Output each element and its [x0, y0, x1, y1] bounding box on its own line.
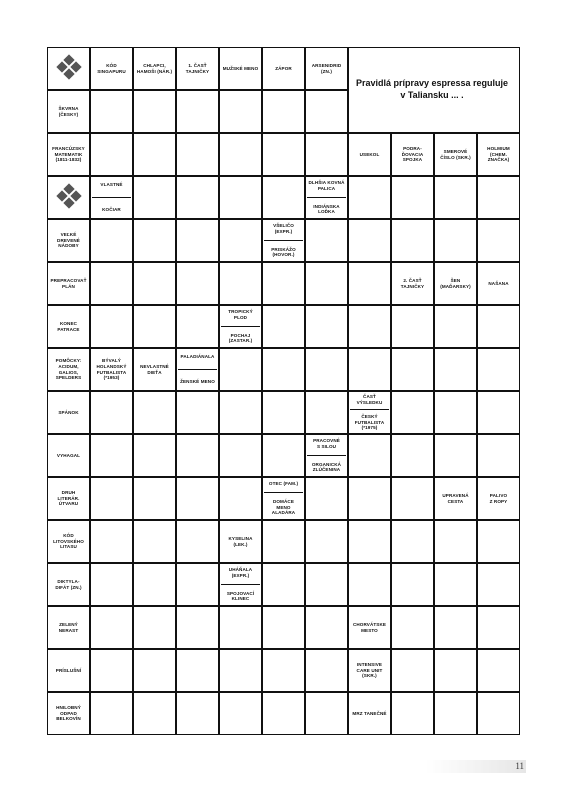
row-clue: VEĽKÉ DREVENÉ NÁDOBY	[47, 219, 90, 262]
inline-clue: NEVLASTNÉ DIEŤA	[133, 348, 176, 391]
split-clue-bottom: ŽENSKÉ MENO	[180, 379, 215, 385]
clue-divider	[264, 240, 303, 241]
answer-cell[interactable]	[305, 90, 348, 133]
answer-cell[interactable]	[133, 692, 176, 735]
answer-cell[interactable]	[391, 219, 434, 262]
header-clue: 1. ČASŤ TAJNIČKY	[176, 47, 219, 90]
split-clue-bottom: ČESKÝ FUTBALISTA (*1975)	[354, 413, 385, 431]
answer-cell[interactable]	[305, 563, 348, 606]
answer-cell[interactable]	[391, 305, 434, 348]
answer-cell[interactable]	[176, 692, 219, 735]
split-clue-top: PRACOVNÉ S SILOU	[313, 437, 340, 449]
answer-cell[interactable]	[90, 649, 133, 692]
answer-cell[interactable]	[348, 305, 391, 348]
answer-cell[interactable]	[305, 219, 348, 262]
answer-cell[interactable]	[391, 692, 434, 735]
answer-cell[interactable]	[133, 391, 176, 434]
answer-cell[interactable]	[133, 606, 176, 649]
answer-cell[interactable]	[262, 434, 305, 477]
answer-cell[interactable]	[176, 90, 219, 133]
row-clue: PREPRACOVAŤ PLÁN	[47, 262, 90, 305]
clue-divider	[221, 326, 260, 327]
answer-cell[interactable]	[90, 262, 133, 305]
answer-cell[interactable]	[477, 391, 520, 434]
inline-clue: MRZ TANEČNÉ	[348, 692, 391, 735]
inline-clue: BÝVALÝ HOLANDSKÝ FUTBALISTA (*1953)	[90, 348, 133, 391]
answer-cell[interactable]	[391, 520, 434, 563]
answer-cell[interactable]	[176, 649, 219, 692]
answer-cell[interactable]	[262, 348, 305, 391]
answer-cell[interactable]	[176, 477, 219, 520]
split-clue	[305, 434, 348, 477]
row-clue: HNILOBNÝ ODPAD BELKOVÍN	[47, 692, 90, 735]
answer-cell[interactable]	[305, 133, 348, 176]
answer-cell[interactable]	[133, 219, 176, 262]
answer-cell[interactable]	[176, 391, 219, 434]
answer-cell[interactable]	[391, 606, 434, 649]
clue-divider	[221, 584, 260, 585]
side-clue: NAŠANA	[477, 262, 520, 305]
side-clue: UPRAVENÁ CESTA	[434, 477, 477, 520]
answer-cell[interactable]	[219, 133, 262, 176]
clue-divider	[92, 197, 131, 198]
answer-cell[interactable]	[133, 434, 176, 477]
split-clue-top: PALADIÁNALA	[180, 353, 215, 359]
answer-cell[interactable]	[305, 348, 348, 391]
page-number-bar	[426, 760, 526, 773]
answer-cell[interactable]	[305, 477, 348, 520]
split-clue	[176, 348, 219, 391]
split-clue-bottom: POCHAJ (ZASTAR.)	[228, 332, 253, 344]
side-clue: HOLMIUM (CHEM. ZNAČKA)	[477, 133, 520, 176]
answer-cell[interactable]	[434, 606, 477, 649]
answer-cell[interactable]	[262, 692, 305, 735]
answer-cell[interactable]	[133, 90, 176, 133]
header-clue: MUŽSKÉ MENO	[219, 47, 262, 90]
split-clue	[305, 176, 348, 219]
answer-cell[interactable]	[305, 262, 348, 305]
answer-cell[interactable]	[133, 176, 176, 219]
answer-cell[interactable]	[176, 434, 219, 477]
answer-cell[interactable]	[348, 477, 391, 520]
answer-cell[interactable]	[348, 219, 391, 262]
row-clue: KÓD LITOVSKÉHO LITASU	[47, 520, 90, 563]
side-clue: 2. ČASŤ TAJNIČKY	[391, 262, 434, 305]
row-clue: DRUH LITERÁR. ÚTVARU	[47, 477, 90, 520]
answer-cell[interactable]	[219, 434, 262, 477]
row-clue: ZELENÝ NERAST	[47, 606, 90, 649]
inline-clue: KYSELINA (LEK.)	[219, 520, 262, 563]
answer-cell[interactable]	[434, 649, 477, 692]
split-clue	[219, 563, 262, 606]
answer-cell[interactable]	[477, 434, 520, 477]
split-clue-top: ČASŤ VÝSLEDKU	[356, 393, 383, 405]
answer-cell[interactable]	[133, 305, 176, 348]
answer-cell[interactable]	[262, 649, 305, 692]
answer-cell[interactable]	[434, 348, 477, 391]
answer-cell[interactable]	[477, 606, 520, 649]
split-clue	[90, 176, 133, 219]
answer-cell[interactable]	[434, 305, 477, 348]
answer-cell[interactable]	[90, 305, 133, 348]
answer-cell[interactable]	[391, 176, 434, 219]
answer-cell[interactable]	[391, 348, 434, 391]
answer-cell[interactable]	[90, 434, 133, 477]
row-clue: DIKTYLA- DIFÁT (ZN.)	[47, 563, 90, 606]
answer-cell[interactable]	[176, 219, 219, 262]
diamond-logo-icon	[54, 54, 84, 84]
clue-divider	[350, 409, 389, 410]
answer-cell[interactable]	[348, 563, 391, 606]
answer-cell[interactable]	[176, 305, 219, 348]
answer-cell[interactable]	[262, 262, 305, 305]
page-number: 11	[515, 761, 524, 771]
inline-clue: INTENSIVE CARE UNIT (SKR.)	[348, 649, 391, 692]
header-clue: ARSENIDRID (ZN.)	[305, 47, 348, 90]
answer-cell[interactable]	[348, 520, 391, 563]
split-clue-bottom: ORGANICKÁ ZLÚČENINA	[311, 461, 342, 473]
answer-cell[interactable]	[219, 348, 262, 391]
answer-cell[interactable]	[262, 305, 305, 348]
answer-cell[interactable]	[477, 520, 520, 563]
answer-cell[interactable]	[434, 434, 477, 477]
answer-cell[interactable]	[391, 477, 434, 520]
row-clue: FRANCÚZSKY MATEMATIK (1811-1832)	[47, 133, 90, 176]
answer-cell[interactable]	[90, 477, 133, 520]
answer-cell[interactable]	[434, 391, 477, 434]
diamond-logo-icon	[54, 183, 84, 213]
answer-cell[interactable]	[262, 563, 305, 606]
answer-cell[interactable]	[219, 649, 262, 692]
answer-cell[interactable]	[219, 90, 262, 133]
row-clue: SPÁNOK	[47, 391, 90, 434]
split-clue	[262, 219, 305, 262]
inline-clue: CHORVÁTSKE MESTO	[348, 606, 391, 649]
answer-cell[interactable]	[262, 520, 305, 563]
answer-cell[interactable]	[305, 305, 348, 348]
split-clue-bottom: DOMÁCE MENO ALADÁRA	[271, 498, 296, 516]
split-clue-bottom: INDIÁNSKA LOĎKA	[313, 203, 340, 215]
answer-cell[interactable]	[133, 520, 176, 563]
answer-cell[interactable]	[133, 649, 176, 692]
answer-cell[interactable]	[305, 520, 348, 563]
answer-cell[interactable]	[305, 649, 348, 692]
split-clue-top: VŠELIČO (EXPR.)	[273, 222, 294, 234]
answer-cell[interactable]	[219, 219, 262, 262]
answer-cell[interactable]	[477, 176, 520, 219]
answer-cell[interactable]	[434, 563, 477, 606]
split-clue	[348, 391, 391, 434]
answer-cell[interactable]	[90, 391, 133, 434]
answer-cell[interactable]	[176, 262, 219, 305]
answer-cell[interactable]	[90, 90, 133, 133]
answer-cell[interactable]	[176, 606, 219, 649]
answer-cell[interactable]	[176, 133, 219, 176]
answer-cell[interactable]	[305, 606, 348, 649]
clue-divider	[264, 492, 303, 493]
answer-cell[interactable]	[219, 692, 262, 735]
answer-cell[interactable]	[219, 606, 262, 649]
answer-cell[interactable]	[348, 434, 391, 477]
diamond-logo-icon	[47, 176, 90, 219]
answer-cell[interactable]	[176, 176, 219, 219]
split-clue-top: OTEC (FAM.)	[268, 480, 299, 486]
row-clue: KONEC PATRACE	[47, 305, 90, 348]
split-clue-bottom: PRISKÁŽO (HOVOR.)	[271, 246, 296, 258]
answer-cell[interactable]	[477, 563, 520, 606]
answer-cell[interactable]	[305, 391, 348, 434]
answer-cell[interactable]	[90, 606, 133, 649]
row-clue: ŠKVRNA (ČESKY)	[47, 90, 90, 133]
clue-divider	[307, 455, 346, 456]
answer-cell[interactable]	[133, 477, 176, 520]
split-clue-bottom: SPOJOVACÍ KLINEC	[226, 590, 255, 602]
split-clue	[262, 477, 305, 520]
answer-cell[interactable]	[348, 348, 391, 391]
answer-cell[interactable]	[262, 391, 305, 434]
row-clue: VYHAGAL	[47, 434, 90, 477]
row-clue: PRÍSLUŠNÍ	[47, 649, 90, 692]
answer-cell[interactable]	[391, 391, 434, 434]
header-clue: ZÁPOR	[262, 47, 305, 90]
answer-cell[interactable]	[133, 262, 176, 305]
answer-cell[interactable]	[219, 176, 262, 219]
answer-cell[interactable]	[391, 649, 434, 692]
split-clue-top: TROPICKÝ PLOD	[228, 308, 253, 320]
answer-cell[interactable]	[133, 563, 176, 606]
side-clue: ŠEN (MAĎARSKY)	[434, 262, 477, 305]
header-clue: KÓD SINGAPURU	[90, 47, 133, 90]
split-clue	[219, 305, 262, 348]
row-clue: POMÔCKY: ACIDUM, GALIOS, SPELDERS	[47, 348, 90, 391]
answer-cell[interactable]	[348, 176, 391, 219]
answer-cell[interactable]	[90, 219, 133, 262]
clue-divider	[178, 369, 217, 370]
answer-cell[interactable]	[262, 90, 305, 133]
answer-cell[interactable]	[477, 692, 520, 735]
answer-cell[interactable]	[477, 348, 520, 391]
side-clue: SMEROVÉ ČÍSLO (SKR.)	[434, 133, 477, 176]
answer-cell[interactable]	[262, 606, 305, 649]
answer-cell[interactable]	[477, 305, 520, 348]
header-clue: CHLAPCI, HAMOŠI (NÁR.)	[133, 47, 176, 90]
answer-cell[interactable]	[176, 563, 219, 606]
answer-cell[interactable]	[176, 520, 219, 563]
split-clue-top: VLASTNÉ	[100, 181, 123, 187]
answer-cell[interactable]	[262, 176, 305, 219]
diamond-logo-icon	[47, 47, 90, 90]
split-clue-bottom: KOČIAR	[102, 207, 121, 213]
answer-cell[interactable]	[434, 219, 477, 262]
side-clue: USEKOL	[348, 133, 391, 176]
answer-cell[interactable]	[434, 176, 477, 219]
answer-cell[interactable]	[434, 692, 477, 735]
side-clue: PALIVO Z ROPY	[477, 477, 520, 520]
answer-cell[interactable]	[477, 219, 520, 262]
answer-cell[interactable]	[219, 391, 262, 434]
answer-cell[interactable]	[305, 692, 348, 735]
answer-cell[interactable]	[219, 477, 262, 520]
answer-cell[interactable]	[219, 262, 262, 305]
split-clue-top: DLHŠIA KOVNÁ PALICA	[308, 179, 345, 191]
answer-cell[interactable]	[391, 563, 434, 606]
answer-cell[interactable]	[477, 649, 520, 692]
split-clue-top: UHÁŇALA (EXPR.)	[228, 566, 253, 578]
clue-divider	[307, 197, 346, 198]
answer-cell[interactable]	[262, 133, 305, 176]
side-clue: PODRA- ĎOVACIA SPOJKA	[391, 133, 434, 176]
answer-cell[interactable]	[391, 434, 434, 477]
answer-cell[interactable]	[90, 520, 133, 563]
answer-cell[interactable]	[90, 563, 133, 606]
answer-cell[interactable]	[434, 520, 477, 563]
answer-cell[interactable]	[90, 692, 133, 735]
answer-cell[interactable]	[348, 262, 391, 305]
answer-cell[interactable]	[133, 133, 176, 176]
answer-cell[interactable]	[90, 133, 133, 176]
puzzle-title: Pravidlá prípravy espressa reguluje v Taliansku ... .	[355, 78, 509, 100]
